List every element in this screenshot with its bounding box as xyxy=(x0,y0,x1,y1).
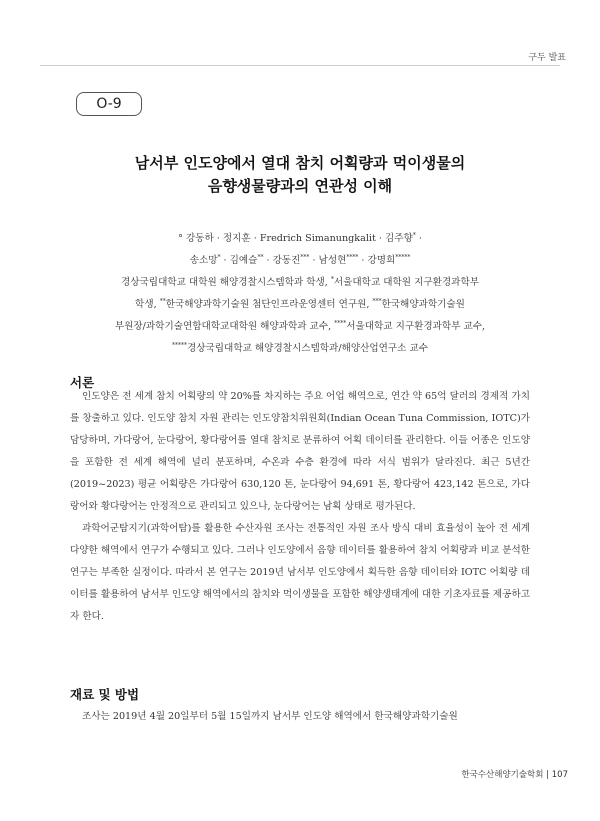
intro-paragraph-1: 인도양은 전 세계 참치 어획량의 약 20%를 차지하는 주요 어업 해역으로, 연간 약 65억 달러의 경제적 가치를 창출하고 있다. 인도양 참치 자원 관리는 인도양참치위원회(Indian Ocean Tuna Commission, IOTC)가 담당하며, 가다랑어, 눈다랑어, 황다랑어를 열대 참치로 분류하여 어획 데이터를 관리한다. 이들 어종은 인도양을 포함한 전 세계 해역에 널리 분포하며, 수온과 수층 환경에 따라 서식 범위가 달라진다. 최근 5년간(2019~2023) 평균 어획량은 가다랑어 630,120 톤, 눈다랑어 94,691 톤, 황다랑어 423,142 톤으로, 가다랑어와 황다랑어는 안정적으로 관리되고 있으나, 눈다랑어는 남획 상태로 평가된다. xyxy=(70,391,530,512)
affiliation-line-1 xyxy=(40,272,560,294)
intro-paragraph-2: 과학어군탐지기(과학어탐)를 활용한 수산자원 조사는 전통적인 자원 조사 방식 대비 효율성이 높아 전 세계 다양한 해역에서 연구가 수행되고 있다. 그러나 인도양에서 음향 데이터를 활용하여 참치 어획량과 비교 분석한 연구는 부족한 실정이다. 따라서 본 연구는 2019년 남서부 인도양에서 획득한 음향 데이터와 IOTC 어획량 데이터를 활용하여 남서부 인도양 해역에서의 참치와 먹이생물을 포함한 해양생태계에 대한 기초자료를 제공하고자 한다. xyxy=(70,523,530,622)
author-name: · 강동진 xyxy=(263,255,301,266)
author-name: 송소망 xyxy=(189,255,218,266)
affiliation-text: 한국해양과학기술원 xyxy=(381,299,465,310)
title-line-1: 남서부 인도양에서 열대 참치 어획량과 먹이생물의 xyxy=(134,154,466,172)
affiliation-text: 서울대학교 대학원 지구환경과학부 xyxy=(333,277,479,288)
author-mark: ** xyxy=(257,253,264,261)
intro-body xyxy=(70,386,530,628)
paper-code-badge: O-9 xyxy=(76,92,142,116)
affiliation-text: 서울대학교 지구환경과학부 교수, xyxy=(346,321,486,332)
author-block xyxy=(40,228,560,360)
author-name: · 남성현 xyxy=(309,255,347,266)
page-number: 107 xyxy=(551,770,568,780)
authors-text: · xyxy=(415,233,422,244)
affiliation-line-3 xyxy=(40,316,560,338)
header-rule xyxy=(40,65,560,66)
author-mark: *** xyxy=(300,253,310,261)
methods-body xyxy=(70,706,530,728)
affiliation-mark: * xyxy=(330,275,334,283)
affiliation-mark: **** xyxy=(334,319,347,327)
section-heading-methods: 재료 및 방법 xyxy=(70,687,140,702)
author-mark: **** xyxy=(346,253,359,261)
journal-name: 한국수산해양기술학회 xyxy=(461,770,544,780)
affiliation-text: 경상국립대학교 해양경찰시스템학과/해양산업연구소 교수 xyxy=(186,343,429,354)
affiliation-text: 경상국립대학교 대학원 해양경찰시스템학과 학생, xyxy=(121,277,331,288)
author-name: · 강명희 xyxy=(358,255,396,266)
author-name: · 김예슬 xyxy=(220,255,258,266)
affiliation-line-2 xyxy=(40,294,560,316)
affiliation-mark: *** xyxy=(372,297,382,305)
author-mark: * xyxy=(412,231,416,239)
affiliation-mark: ** xyxy=(159,297,166,305)
title-line-2: 음향생물량과의 연관성 이해 xyxy=(207,177,393,195)
affiliation-text: 부원장/과학기술연합대학교대학원 해양과학과 교수, xyxy=(114,321,335,332)
section-heading-intro: 서론 xyxy=(70,375,95,390)
paper-title xyxy=(0,152,600,198)
affiliation-text: 한국해양과학기술원 첨단인프라운영센터 연구원, xyxy=(165,299,373,310)
authors-text: ° 강동하 · 정지훈 · Fredrich Simanungkalit · 김주향 xyxy=(178,233,413,244)
affiliation-line-4 xyxy=(40,338,560,360)
methods-paragraph-1: 조사는 2019년 4월 20일부터 5월 15일까지 남서부 인도양 해역에서 한국해양과학기술원 xyxy=(82,711,458,722)
author-mark: * xyxy=(217,253,221,261)
affiliation-text: 학생, xyxy=(135,299,160,310)
affiliation-mark: ***** xyxy=(171,341,187,349)
author-line-2 xyxy=(40,250,560,272)
footer-separator: | xyxy=(543,770,552,780)
author-mark: ***** xyxy=(395,253,411,261)
page-footer xyxy=(461,768,568,780)
section-label: 구두 발표 xyxy=(528,53,566,63)
author-line-1 xyxy=(40,228,560,250)
